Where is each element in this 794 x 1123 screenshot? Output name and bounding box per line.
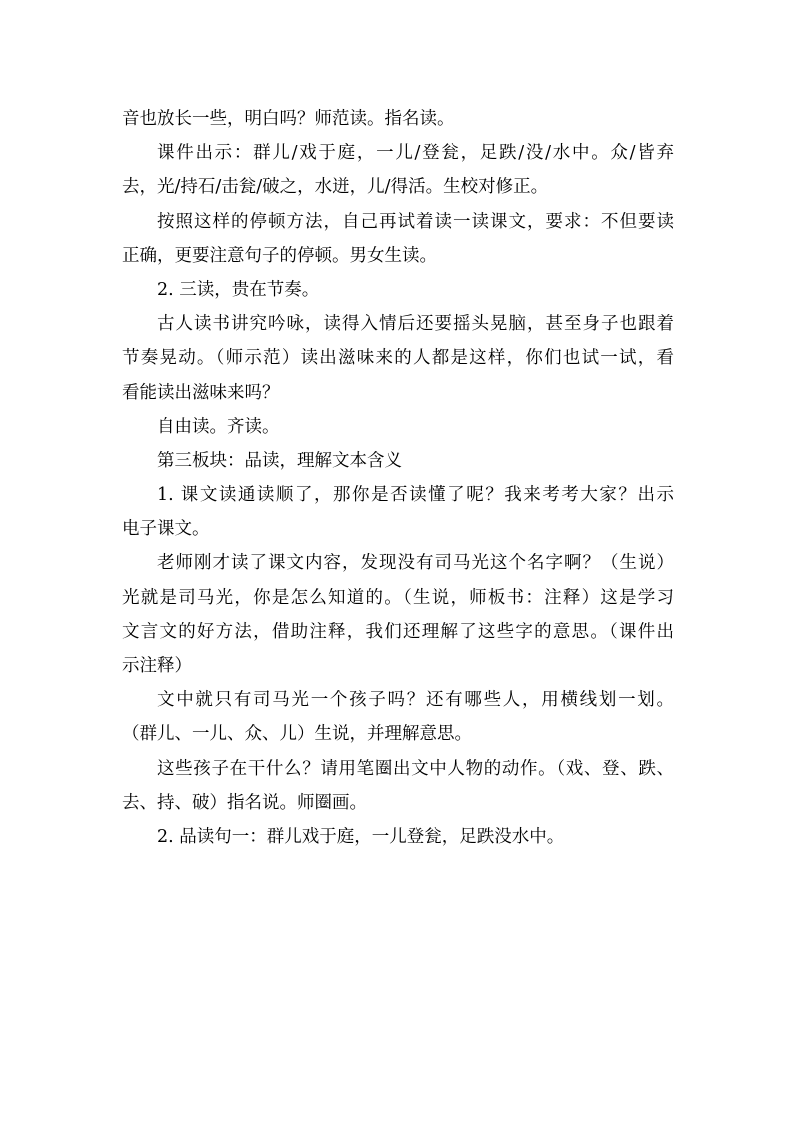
text-line: 文中就只有司马光一个孩子吗？还有哪些人，用横线划一划。 — [157, 690, 674, 711]
text-line: 看能读出滋味来吗？ — [122, 382, 280, 403]
text-line: 去，光/持石/击瓮/破之，水迸，儿/得活。生校对修正。 — [122, 177, 549, 198]
text-line: 电子课文。 — [122, 519, 210, 540]
text-line: 古人读书讲究吟咏，读得入情后还要摇头晃脑，甚至身子也跟着 — [157, 314, 674, 335]
text-line: 音也放长一些，明白吗？师范读。指名读。 — [122, 109, 455, 129]
document-body — [122, 102, 674, 854]
text-line: 按照这样的停顿方法，自己再试着读一读课文，要求：不但要读 — [157, 211, 674, 232]
text-line: 正确，更要注意句子的停顿。男女生读。 — [122, 245, 437, 266]
text-line: 自由读。齐读。 — [157, 416, 280, 437]
text-line: 节奏晃动。（师示范）读出滋味来的人都是这样，你们也试一试，看 — [122, 348, 674, 369]
text-line: 文言文的好方法，借助注释，我们还理解了这些字的意思。（课件出 — [122, 621, 674, 642]
text-line: 这些孩子在干什么？请用笔圈出文中人物的动作。（戏、登、跌、 — [157, 758, 674, 779]
text-line: 光就是司马光，你是怎么知道的。（生说，师板书：注释）这是学习 — [122, 587, 674, 608]
text-line: 去、持、破）指名说。师圈画。 — [122, 792, 367, 813]
text-line: 1. 课文读通读顺了，那你是否读懂了呢？我来考考大家？出示 — [157, 485, 674, 506]
text-line: 老师刚才读了课文内容，发现没有司马光这个名字啊？（生说） — [157, 553, 674, 574]
text-line: 2. 品读句一：群儿戏于庭，一儿登瓮，足跌没水中。 — [157, 826, 565, 847]
text-line: 第三板块：品读，理解文本含义 — [157, 450, 402, 471]
text-line: 2. 三读，贵在节奏。 — [157, 279, 320, 300]
text-line: （群儿、一儿、众、儿）生说，并理解意思。 — [122, 724, 472, 745]
text-line: 示注释） — [122, 656, 192, 676]
text-line: 课件出示：群儿/戏于庭，一儿/登瓮，足跌/没/水中。众/皆弃 — [157, 143, 674, 164]
